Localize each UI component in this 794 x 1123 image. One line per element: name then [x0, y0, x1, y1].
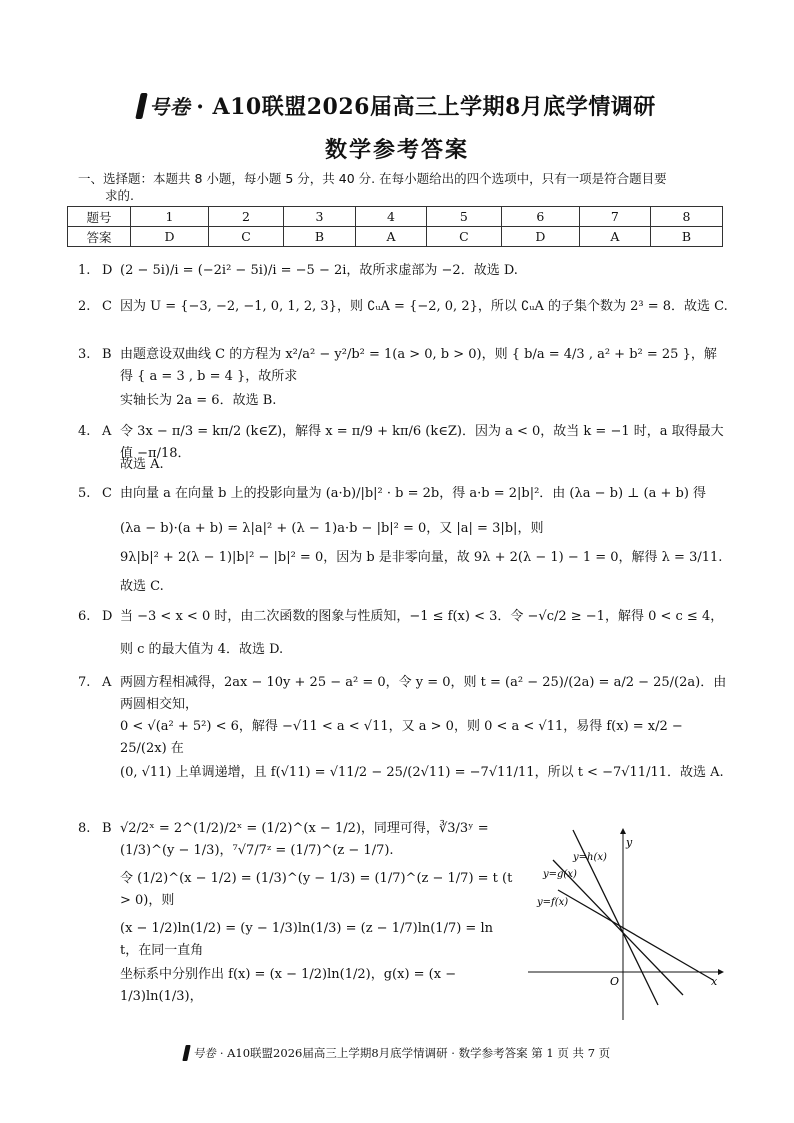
function-graph [523, 820, 728, 1025]
logo-mark-icon [135, 93, 148, 119]
solution-text: 两圆方程相减得，2ax − 10y + 25 − a² = 0，令 y = 0，则 t = (a² − 25)/(2a) = a/2 − 25/(2a)．由两圆相交知， [120, 675, 727, 712]
footer-logo-text: 号卷 [192, 1046, 216, 1060]
solution-text: 令 3x − π/3 = kπ/2 (k∈Z)，解得 x = π/9 + kπ/6 (k∈Z)．因为 a < 0，故当 k = −1 时，a 取得最大值 −π/18． [120, 424, 724, 461]
page-footer [0, 1045, 794, 1061]
table-cell: D [501, 227, 579, 247]
section-heading [78, 170, 728, 204]
y-axis-arrow-icon [620, 828, 626, 834]
question-4 [78, 421, 728, 461]
solution-text: (2 − 5i)/i = (−2i² − 5i)/i = −5 − 2i，故所求虚部为 −2．故选 D. [120, 263, 518, 278]
table-cell: B [650, 227, 722, 247]
table-cell: A [355, 227, 426, 247]
solution-continuation: 9λ|b|² + 2(λ − 1)|b|² − |b|² = 0，因为 b 是非零向量，故 9λ + 2(λ − 1) − 1 = 0，解得 λ = 3/11. [120, 550, 723, 565]
origin-label: O [610, 975, 620, 988]
question-number: 3. [78, 347, 91, 362]
x-axis-arrow-icon [718, 969, 724, 975]
x-axis-label: x [711, 975, 718, 988]
question-3 [78, 344, 728, 384]
solution-continuation: (0, √11) 上单调递增，且 f(√11) = √11/2 − 25/(2√11) = −7√11/11，所以 t < −7√11/11．故选 A. [120, 765, 724, 780]
title-text: · A10联盟2026届高三上学期8月底学情调研 [196, 94, 656, 120]
solution-continuation: 实轴长为 2a = 6．故选 B. [120, 393, 277, 408]
page-title [0, 90, 794, 121]
question-number: 1. [78, 263, 91, 278]
solution-continuation: (x − 1/2)ln(1/2) = (y − 1/3)ln(1/3) = (z − 1/7)ln(1/7) = ln t，在同一直角 [120, 921, 493, 958]
table-cell: A [579, 227, 650, 247]
question-number: 4. [78, 424, 91, 439]
solution-continuation: 令 (1/2)^(x − 1/2) = (1/3)^(y − 1/3) = (1/7)^(z − 1/7) = t (t > 0)，则 [120, 871, 513, 908]
curve-h-label: y=h(x) [573, 852, 607, 863]
table-cell: 4 [355, 207, 426, 227]
brand-logo [138, 91, 190, 120]
question-key: B [102, 347, 112, 362]
table-cell: D [131, 227, 209, 247]
solution-text: 由向量 a 在向量 b 上的投影向量为 (a·b)/|b|² · b = 2b，得 a·b = 2|b|²．由 (λa − b) ⊥ (a + b) 得 [120, 486, 707, 501]
page-subtitle: 数学参考答案 [324, 137, 469, 163]
question-5 [78, 483, 728, 505]
solution-continuation: 故选 C. [120, 579, 164, 594]
solution-continuation: (λa − b)·(a + b) = λ|a|² + (λ − 1)a·b − |b|² = 0，又 |a| = 3|b|，则 [120, 521, 544, 536]
table-label-answer: 答案 [68, 227, 131, 247]
table-row-answers [68, 227, 723, 247]
footer-logo-mark-icon [182, 1045, 190, 1061]
table-cell: 6 [501, 207, 579, 227]
question-key: C [102, 486, 112, 501]
question-1 [78, 260, 728, 282]
table-cell: 7 [579, 207, 650, 227]
question-number: 5. [78, 486, 91, 501]
solution-text: 当 −3 < x < 0 时，由二次函数的图象与性质知，−1 ≤ f(x) < 3．令 −√c/2 ≥ −1，解得 0 < c ≤ 4， [120, 609, 724, 624]
question-number: 7. [78, 675, 91, 690]
table-row-numbers [68, 207, 723, 227]
answer-table [67, 206, 723, 247]
table-cell: 2 [209, 207, 284, 227]
question-8 [78, 818, 498, 858]
section-heading-line2: 求的. [105, 188, 134, 203]
question-2 [78, 296, 728, 318]
question-key: D [102, 263, 113, 278]
solution-continuation: 坐标系中分别作出 f(x) = (x − 1/2)ln(1/2)，g(x) = (x − 1/3)ln(1/3)， [120, 967, 457, 1004]
solution-continuation: 则 c 的最大值为 4．故选 D. [120, 642, 284, 657]
question-7 [78, 672, 728, 712]
solution-continuation: 0 < √(a² + 5²) < 6，解得 −√11 < a < √11，又 a > 0，则 0 < a < √11，易得 f(x) = x/2 − 25/(2x) 在 [120, 719, 683, 756]
curve-f [558, 890, 713, 980]
page-header [0, 90, 794, 164]
solution-text: 由题意设双曲线 C 的方程为 x²/a² − y²/b² = 1(a > 0, b > 0)，则 { b/a = 4/3 , a² + b² = 25 }，解得 { a = 3 , b = 4 }，故所求 [120, 347, 717, 384]
question-6 [78, 606, 728, 628]
question-key: C [102, 299, 112, 314]
solution-continuation: 故选 A. [120, 457, 164, 472]
question-key: A [102, 675, 112, 690]
curve-f-label: y=f(x) [537, 897, 569, 908]
table-cell: B [283, 227, 355, 247]
y-axis-label: y [626, 836, 633, 849]
logo-text: 号卷 [149, 95, 191, 119]
table-cell: C [426, 227, 501, 247]
question-number: 6. [78, 609, 91, 624]
question-number: 2. [78, 299, 91, 314]
section-heading-line1: 一、选择题：本题共 8 小题，每小题 5 分，共 40 分. 在每小题给出的四个选项中，只有一项是符合题目要 [78, 171, 667, 186]
table-cell: 8 [650, 207, 722, 227]
table-cell: 3 [283, 207, 355, 227]
solution-text: 因为 U = {−3, −2, −1, 0, 1, 2, 3}，则 ∁ᵤA = {−2, 0, 2}，所以 ∁ᵤA 的子集个数为 2³ = 8．故选 C. [120, 299, 728, 314]
table-cell: 1 [131, 207, 209, 227]
question-key: A [102, 424, 112, 439]
question-number: 8. [78, 821, 91, 836]
table-cell: 5 [426, 207, 501, 227]
curve-g-label: y=g(x) [543, 869, 577, 880]
table-cell: C [209, 227, 284, 247]
table-label-number: 题号 [68, 207, 131, 227]
footer-text: · A10联盟2026届高三上学期8月底学情调研 · 数学参考答案 第 1 页 共 7 页 [219, 1046, 611, 1060]
question-key: B [102, 821, 112, 836]
solution-text: √2/2ˣ = 2^(1/2)/2ˣ = (1/2)^(x − 1/2)，同理可得，∛3/3ʸ = (1/3)^(y − 1/3)，⁷√7/7ᶻ = (1/7)^(z − 1/7). [120, 821, 489, 858]
question-key: D [102, 609, 113, 624]
